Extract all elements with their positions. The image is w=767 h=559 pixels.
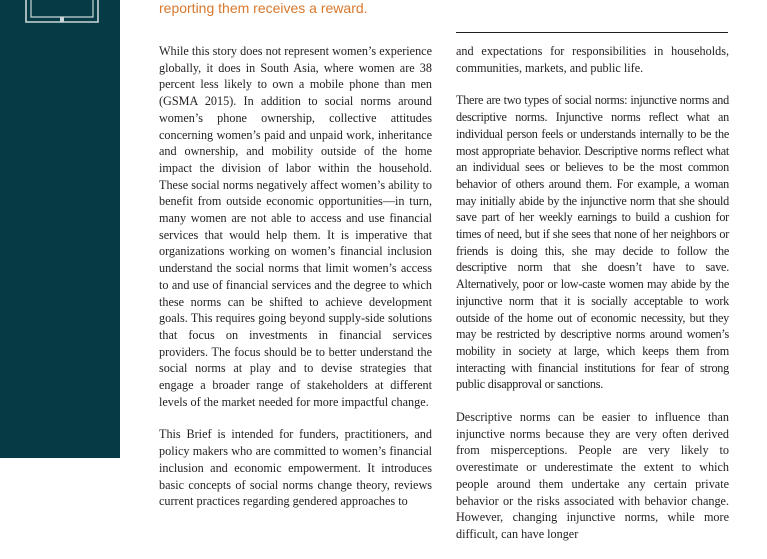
body-paragraph: While this story does not represent women’s experience globally, it does in South Asia, where women are 38 percent less likely to own a mobile phone than men (GSMA 2015). In addition to social norms around women’s phone ownership, collective attitudes concerning women’s paid and unpaid work, inheritance and ownership, and mobility outside of the home impact the division of labor within the household. These social norms negatively affect women’s ability to benefit from outside economic opportunities—in turn, many women are not able to access and use financial services that would help them. It is imperative that organizations working on women’s financial inclusion understand the social norms that limit women’s access to and use of financial services and the degree to which these norms can be shifted to achieve development goals. This requires going beyond supply-side solutions that focus on investments in financial services providers. The focus should be to better understand the social norms at play and to devise strategies that engage a broader range of stakeholders at different levels of the market needed for more impactful change. — [159, 44, 432, 409]
left-column — [159, 43, 432, 526]
body-paragraph: Descriptive norms can be easier to influence than injunctive norms because they are very often derived from misperceptions. People are very likely to overestimate or underestimate the extent to which people around them undertake any certain private behavior or the risks associated with behavior change. However, changing injunctive norms, while more difficult, can have longer — [456, 410, 729, 541]
body-paragraph: There are two types of social norms: injunctive norms and descriptive norms. Injunctive norms reflect what an individual person feels or understands internally to be the most appropriate behavior. Descriptive norms reflect what an individual sees or believes to be the most common behavior of others around them. For example, a woman may initially abide by the injunctive norm that she should save part of her weekly earnings to build a cushion for times of need, but if she sees that none of her neighbors or friends is doing this, she may decide to follow the descriptive norm that she doesn’t have to save. Alternatively, poor or low-caste women may abide by the injunctive norm that it is socially acceptable to work outside of the home out of economic necessity, but they may be restricted by descriptive norms around women’s mobility in society at large, which keeps them from interacting with financial institutions for fear of strong public disapproval or sanctions. — [456, 93, 729, 392]
divider-rule — [456, 32, 728, 33]
body-paragraph: This Brief is intended for funders, practitioners, and policy makers who are committed to women’s financial inclusion and economic empowerment. It introduces basic concepts of social norms change theory, reviews current practices regarding gendered approaches to — [159, 427, 432, 509]
callout-text: reporting them receives a reward. — [159, 0, 368, 16]
body-paragraph: and expectations for responsibilities in households, communities, markets, and public life. — [456, 44, 729, 75]
right-column — [456, 43, 729, 559]
sidebar-band — [0, 0, 120, 458]
logo-mark-icon — [24, 0, 100, 26]
